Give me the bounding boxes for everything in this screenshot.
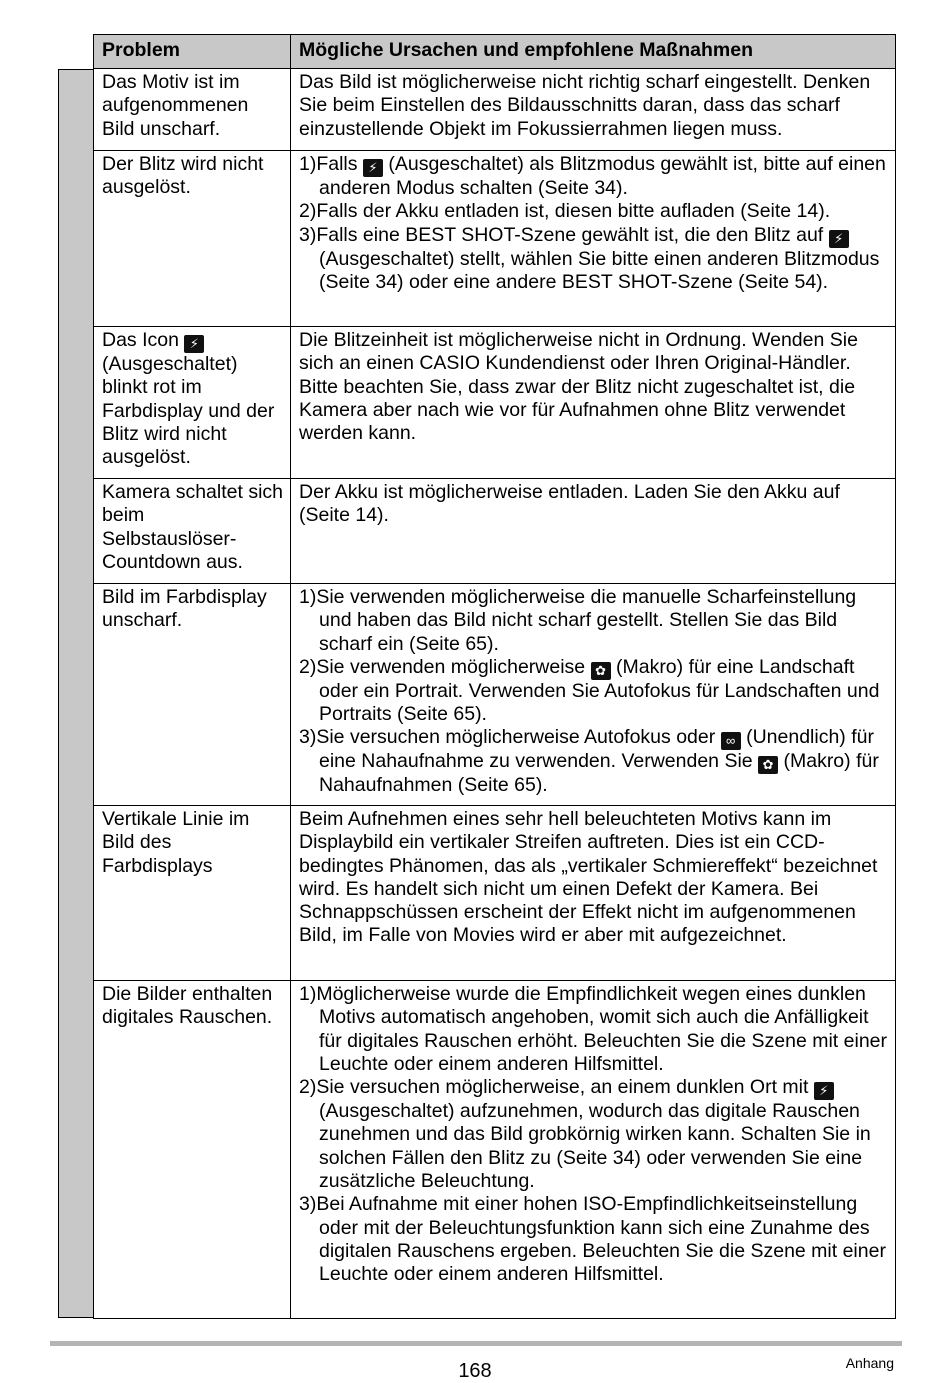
problem-cell: Kamera schaltet sich beim Selbstauslöser-Countdown aus. xyxy=(94,479,291,584)
flash-off-icon: ⚡ xyxy=(814,1082,834,1100)
cause-cell: Beim Aufnehmen eines sehr hell beleuchteten Motivs kann im Displaybild ein vertikaler Streifen auftreten. Dies ist ein CCD-bedingtes Phänomen, das als „vertikaler Schmiereffekt“ bezeichnet wird. Es handelt sich nicht um einen Defekt der Kamera. Bei Schnappschüssen erscheint der Effekt nicht im aufgenommenen Bild, im Falle von Movies wird er aber mit aufgezeichnet. xyxy=(291,806,896,981)
problem-cell: Vertikale Linie im Bild des Farbdisplays xyxy=(94,806,291,981)
list-item: 1)Möglicherweise wurde die Empfindlichkeit wegen eines dunklen Motivs automatisch angehoben, womit sich auch die Anfälligkeit für digitales Rauschen erhöht. Beleuchten Sie die Szene mit einer Leuchte oder einem anderen Hilfsmittel. xyxy=(299,983,888,1075)
side-section-tab xyxy=(58,69,93,1318)
table-row xyxy=(94,327,896,479)
cause-cell xyxy=(291,584,896,806)
cause-cell: Das Bild ist möglicherweise nicht richtig scharf eingestellt. Denken Sie beim Einstellen des Bildausschnitts daran, dass das scharf einzustellende Objekt im Fokussierrahmen liegen muss. xyxy=(291,69,896,151)
cause-cell xyxy=(291,981,896,1319)
cause-cell: Der Akku ist möglicherweise entladen. Laden Sie den Akku auf (Seite 14). xyxy=(291,479,896,584)
page-number: 168 xyxy=(458,1360,492,1382)
infinity-icon: ∞ xyxy=(721,732,741,750)
list-item: 2)Sie verwenden möglicherweise ✿ (Makro) für eine Landschaft oder ein Portrait. Verwenden Sie Autofokus für Landschaften und Portraits (Seite 65). xyxy=(299,655,880,726)
problem-cell: Das Motiv ist im aufgenommenen Bild unscharf. xyxy=(94,69,291,151)
problem-cell: Die Bilder enthalten digitales Rauschen. xyxy=(94,981,291,1319)
table-row xyxy=(94,584,896,806)
footer-rule xyxy=(50,1341,902,1346)
problem-cell: Das Icon ⚡ (Ausgeschaltet) blinkt rot im Farbdisplay und der Blitz wird nicht ausgelöst. xyxy=(94,327,291,479)
problem-cell: Bild im Farbdisplay unscharf. xyxy=(94,584,291,806)
list-item: 2)Falls der Akku entladen ist, diesen bitte aufladen (Seite 14). xyxy=(299,200,831,223)
macro-icon: ✿ xyxy=(591,662,611,680)
list-item: 3)Sie versuchen möglicherweise Autofokus oder ∞ (Unendlich) für eine Nahaufnahme zu verwenden. Verwenden Sie ✿ (Makro) für Nahaufnahmen (Seite 65). xyxy=(299,726,879,797)
cause-cell xyxy=(291,151,896,327)
table-header-row xyxy=(94,35,896,69)
table-row xyxy=(94,69,896,151)
problem-cell: Der Blitz wird nicht ausgelöst. xyxy=(94,151,291,327)
header-problem: Problem xyxy=(94,35,291,69)
list-item: 1)Falls ⚡ (Ausgeschaltet) als Blitzmodus gewählt ist, bitte auf einen anderen Modus schalten (Seite 34). xyxy=(299,153,886,199)
list-item: 1)Sie verwenden möglicherweise die manuelle Scharfeinstellung und haben das Bild nicht scharf gestellt. Stellen Sie das Bild scharf ein (Seite 65). xyxy=(299,586,857,655)
flash-off-icon: ⚡ xyxy=(829,230,849,248)
header-causes: Mögliche Ursachen und empfohlene Maßnahmen xyxy=(291,35,896,69)
section-label: Anhang xyxy=(845,1355,894,1371)
cause-cell: Die Blitzeinheit ist möglicherweise nicht in Ordnung. Wenden Sie sich an einen CASIO Kundendienst oder Ihren Original-Händler. Bitte beachten Sie, dass zwar der Blitz nicht zugeschaltet ist, die Kamera aber nach wie vor für Aufnahmen ohne Blitz verwendet werden kann. xyxy=(291,327,896,479)
list-item: 2)Sie versuchen möglicherweise, an einem dunklen Ort mit ⚡ (Ausgeschaltet) aufzunehmen, wodurch das digitale Rauschen zunehmen und das Bild grobkörnig wirken kann. Schalten Sie in solchen Fällen den Blitz zu (Seite 34) oder verwenden Sie eine zusätzliche Beleuchtung. xyxy=(299,1076,871,1193)
table-row xyxy=(94,479,896,584)
table-row xyxy=(94,981,896,1319)
macro-icon: ✿ xyxy=(758,756,778,774)
list-item: 3)Falls eine BEST SHOT-Szene gewählt ist, die den Blitz auf ⚡ (Ausgeschaltet) stellt, wählen Sie bitte einen anderen Blitzmodus (Seite 34) oder eine andere BEST SHOT-Szene (Seite 54). xyxy=(299,223,880,293)
list-item: 3)Bei Aufnahme mit einer hohen ISO-Empfindlichkeitseinstellung oder mit der Beleuchtungsfunktion kann sich eine Zunahme des digitalen Rauschens ergeben. Beleuchten Sie die Szene mit einer Leuchte oder einem anderen Hilfsmittel. xyxy=(299,1193,886,1286)
troubleshooting-table xyxy=(93,34,896,1319)
table-row xyxy=(94,806,896,981)
flash-off-icon: ⚡ xyxy=(184,335,204,353)
flash-off-icon: ⚡ xyxy=(363,159,383,177)
table-row xyxy=(94,151,896,327)
